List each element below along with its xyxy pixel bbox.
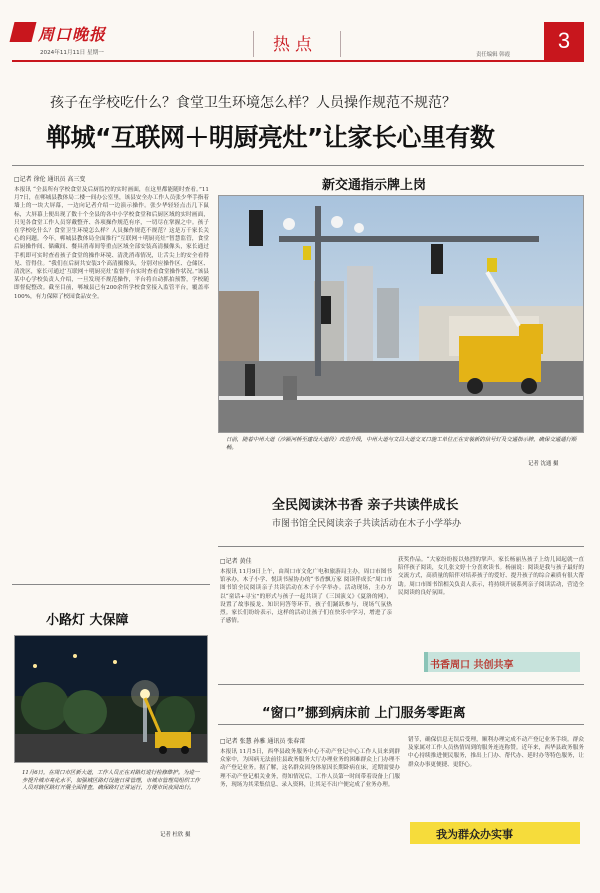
divider — [218, 546, 584, 547]
service-badge — [410, 822, 580, 844]
small-photo-title: 小路灯 大保障 — [46, 613, 129, 628]
divider — [218, 724, 584, 725]
article3-col2: 错节，确保信息无误后受理，顺利办理完成不动产登记业务手续。群众及家属对工作人员热情周到的服务连连称赞。近年来，西华县政务服务中心持续推进便民服务，推出上门办、帮代办、延时办等特色服务，让群众办事更便捷、更舒心。 — [408, 737, 584, 768]
issue-date: 2024年11月11日 星期一 — [40, 50, 104, 56]
logo-flag-icon — [10, 22, 37, 42]
article2-col2: 获奖作品。“大家纷纷报以热烈的掌声。家长杨丽丛孩子上幼儿园起就一直陪伴孩子阅读，女儿张文婷十分喜欢读书。杨丽说：阅读是我与孩子最好的交流方式，高质量的陪伴对培养孩子的爱好、提升孩子的综合素质有很大帮助。周口市图书馆相关负责人表示，将持续开展系列亲子阅读活动，营造全民阅读的良好氛围。 — [398, 557, 584, 596]
badge-label: 书香周口 共创共享 — [430, 660, 514, 671]
article2-byline: □记者 黄佳 — [220, 558, 252, 565]
article2-subhead: 市图书馆全民阅读亲子共读活动在木子小学举办 — [272, 519, 462, 529]
lead-body: 本报讯 “全县所有学校食堂及后厨监控的实时画面，在这里都能随时查看。”11月7日，在郸城县教体局二楼一间办公室里，该县安全办工作人员张少华手指着墙上的一块大屏幕，一边向记者介绍一边演示操作。张少华轻轻点击几下鼠标，大屏幕上便出现了数十个全县的各中小学校食堂和后厨区域的实时画面，只见各食堂工作人员穿戴整齐、各项操作规范有序，一切尽在掌握之中。孩子在学校吃什么？食堂卫生环境怎么样？人员操作规范不规范？这是万千家长关心的问题。今年，郸城县教体局全面推行“互联网＋明厨亮灶”智慧监管，食堂后厨操作间、储藏间、餐具消毒间等重点区域全部安装高清摄像头，家长通过手机即可实时查看孩子食堂的操作环境、清洗消毒情况，让舌尖上的安全看得见、管得住。“我们在后厨共安装3个高清摄像头，分别对应操作区、仓储区、清洗区，家长可通过‘互联网＋明厨亮灶’监督平台实时查看食堂操作状况。”该县某中心学校负责人介绍，一旦发现不规范操作，平台将自动抓拍预警，学校随即督促整改。截至目前，郸城县已有200余所学校食堂接入监管平台，覆盖率100%，有力保障了校园食品安全。 — [14, 187, 209, 300]
reading-badge — [424, 652, 580, 672]
page-number: 3 — [544, 22, 584, 60]
photo-title: 新交通指示牌上岗 — [322, 178, 427, 193]
editor-credit: 责任编辑 韩霞 — [476, 52, 511, 58]
article3-col1: 本报讯 11月5日，西华县政务服务中心不动产登记中心工作人员来到群众家中，为因病无法前往县政务服务大厅办理业务的困难群众上门办理不动产登记业务。据了解，这名群众因身体原因长期卧病在床，近期需要办理不动产登记相关业务，得知情况后，工作人员第一时间带着设备上门服务，现场为其采集信息、录入资料，让其足不出户便完成了业务办理。 — [220, 749, 400, 788]
divider — [12, 165, 584, 166]
section-title: 热点 — [273, 35, 317, 55]
header-rule — [12, 60, 584, 62]
article2-col1: 本报讯 11月9日上午，由周口市文化广电和旅游局主办，周口市图书馆承办，木子小学、悦读书屋协办的“书香飘万家 阅读伴成长”周口市图书馆全民阅读亲子共读活动在木子小学举办。活动现场，主办方以“童话+寻宝”的形式与孩子一起共读了《三国演义》《夏洛的网》，设置了故事接龙、知识问答等环节，孩子们踊跃参与，现场气氛热烈。家长们纷纷表示，这样的活动让孩子们在快乐中学习，增进了亲子感情。 — [220, 569, 392, 625]
divider — [12, 584, 210, 585]
divider — [340, 31, 341, 57]
badge-label: 我为群众办实事 — [436, 828, 513, 841]
street-light-photo — [14, 635, 208, 763]
lead-byline: □记者 徐伦 通讯员 高三变 — [14, 176, 86, 183]
lead-kicker: 孩子在学校吃什么？食堂卫生环境怎么样？人员操作规范不规范？ — [50, 95, 456, 111]
article3-headline: “窗口”挪到病床前 上门服务零距离 — [262, 706, 466, 721]
masthead-logo: 周口晚报 — [12, 22, 152, 42]
divider — [253, 31, 254, 57]
photo-credit: 记者 沈通 摄 — [528, 461, 559, 467]
article3-byline: □记者 张慧 孙雅 通讯员 张春雷 — [220, 738, 306, 745]
divider — [218, 684, 584, 685]
small-photo-credit: 记者 杜欣 摄 — [160, 832, 191, 838]
photo-graphic — [219, 196, 584, 433]
photo-graphic — [15, 636, 208, 763]
article2-headline: 全民阅读沐书香 亲子共读伴成长 — [272, 498, 459, 513]
traffic-signal-photo — [218, 195, 584, 433]
lead-headline: 郸城“互联网＋明厨亮灶”让家长心里有数 — [46, 123, 495, 152]
small-photo-caption: 11月6日，在周口市区新大道，工作人员正在对路灯进行检修维护。为进一步提升城市亮化水平，加强城区路灯设施日常管理，市城市管理局组织工作人员对辖区路灯开展全面排查，确保路灯正常运行，方便市民夜间出行。 — [22, 770, 200, 792]
photo-caption: 日前，随着中州大道（沙颍河桥至建设大道段）改造升级，中州大道与文昌大道交叉口施工单位正在安装新的信号灯及交通指示牌，确保交通通行顺畅。 — [226, 437, 577, 451]
